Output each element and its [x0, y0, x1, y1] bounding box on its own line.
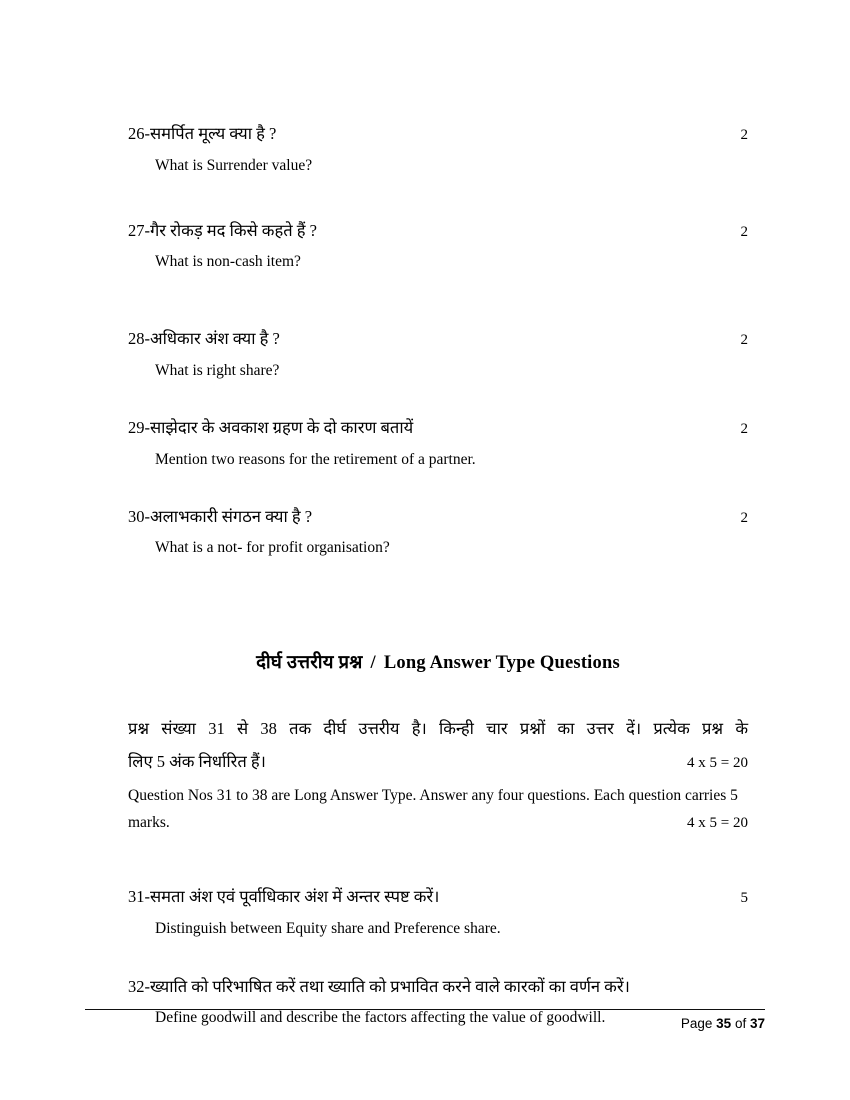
instructions-hindi	[128, 712, 748, 780]
question-28	[128, 327, 748, 382]
question-31	[128, 885, 748, 940]
question-number: 30-	[128, 506, 150, 526]
instructions-english-line2-text: marks.	[128, 814, 170, 832]
question-30-line	[128, 505, 748, 530]
question-english: Distinguish between Equity share and Preference share.	[155, 920, 501, 938]
question-29-line	[128, 416, 748, 441]
page-label-middle: of	[731, 1016, 750, 1031]
question-marks: 2	[740, 509, 748, 526]
question-29	[128, 416, 748, 471]
question-english: What is a not- for profit organisation?	[155, 539, 390, 557]
question-hindi: गैर रोकड़ मद किसे कहते हैं ?	[150, 220, 317, 240]
instructions-hindi-line2-text: लिए 5 अंक निर्धारित हैं।	[128, 752, 266, 772]
question-english: What is Surrender value?	[155, 156, 313, 174]
section-heading-hindi: दीर्घ उत्तरीय प्रश्न	[256, 653, 363, 674]
question-hindi: ख्याति को परिभाषित करें तथा ख्याति को प्रभावित करने वाले कारकों का वर्णन करें।	[150, 977, 630, 997]
question-english: What is non-cash item?	[155, 253, 301, 271]
instructions-english-line2	[128, 809, 748, 837]
short-questions-section	[128, 122, 748, 559]
instructions-block	[128, 712, 748, 837]
instructions-hindi-marks: 4 x 5 = 20	[687, 755, 748, 772]
question-26-text	[128, 122, 276, 146]
section-heading-english: Long Answer Type Questions	[383, 653, 620, 674]
question-number: 28-	[128, 329, 150, 349]
instructions-english-marks: 4 x 5 = 20	[687, 815, 748, 832]
question-number: 27-	[128, 220, 150, 240]
question-number: 26-	[128, 124, 150, 143]
question-number: 29-	[128, 418, 150, 438]
question-26	[128, 122, 748, 177]
question-hindi: साझेदार के अवकाश ग्रहण के दो कारण बतायें	[150, 418, 414, 438]
question-30-text	[128, 505, 312, 529]
long-questions-section	[128, 885, 748, 1029]
question-english: Mention two reasons for the retirement of a partner.	[155, 450, 476, 468]
page-footer	[85, 1009, 765, 1031]
question-number: 32-	[128, 977, 150, 997]
question-marks: 2	[740, 223, 748, 240]
question-31-line	[128, 885, 748, 910]
page-current: 35	[716, 1016, 732, 1031]
question-number: 31-	[128, 887, 150, 907]
page-number	[85, 1010, 765, 1031]
question-28-line	[128, 327, 748, 352]
question-26-line	[128, 122, 748, 147]
question-hindi: समता अंश एवं पूर्वाधिकार अंश में अन्तर स्पष्ट करें।	[150, 887, 440, 907]
question-32-line	[128, 975, 748, 999]
question-marks: 5	[740, 890, 748, 907]
question-hindi: समर्पित मूल्य क्या है ?	[150, 124, 277, 143]
page-label-prefix: Page	[680, 1016, 717, 1031]
instructions-hindi-line1: प्रश्न संख्या 31 से 38 तक दीर्घ उत्तरीय है। किन्ही चार प्रश्नों का उत्तर दें। प्रत्येक प्रश्न के	[128, 719, 748, 739]
question-hindi: अलाभकारी संगठन क्या है ?	[150, 506, 313, 526]
question-31-text	[128, 885, 439, 909]
instructions-english	[128, 782, 748, 837]
instructions-hindi-line2	[128, 745, 748, 780]
section-heading	[128, 649, 748, 674]
question-marks: 2	[740, 127, 748, 143]
question-english: What is right share?	[155, 362, 280, 380]
question-28-text	[128, 327, 280, 351]
instructions-english-line1: Question Nos 31 to 38 are Long Answer Type. Answer any four questions. Each question carries 5	[128, 787, 738, 805]
question-30	[128, 505, 748, 560]
question-hindi: अधिकार अंश क्या है ?	[150, 329, 280, 349]
question-marks: 2	[740, 421, 748, 438]
page-total: 37	[749, 1016, 765, 1031]
question-29-text	[128, 416, 413, 440]
section-heading-separator: /	[370, 653, 376, 674]
question-27-line	[128, 219, 748, 244]
question-marks: 2	[740, 332, 748, 349]
question-27-text	[128, 219, 317, 243]
question-english: Define goodwill and describe the factors affecting the value of goodwill.	[155, 1008, 606, 1026]
question-27	[128, 219, 748, 274]
question-32-text	[128, 975, 630, 999]
